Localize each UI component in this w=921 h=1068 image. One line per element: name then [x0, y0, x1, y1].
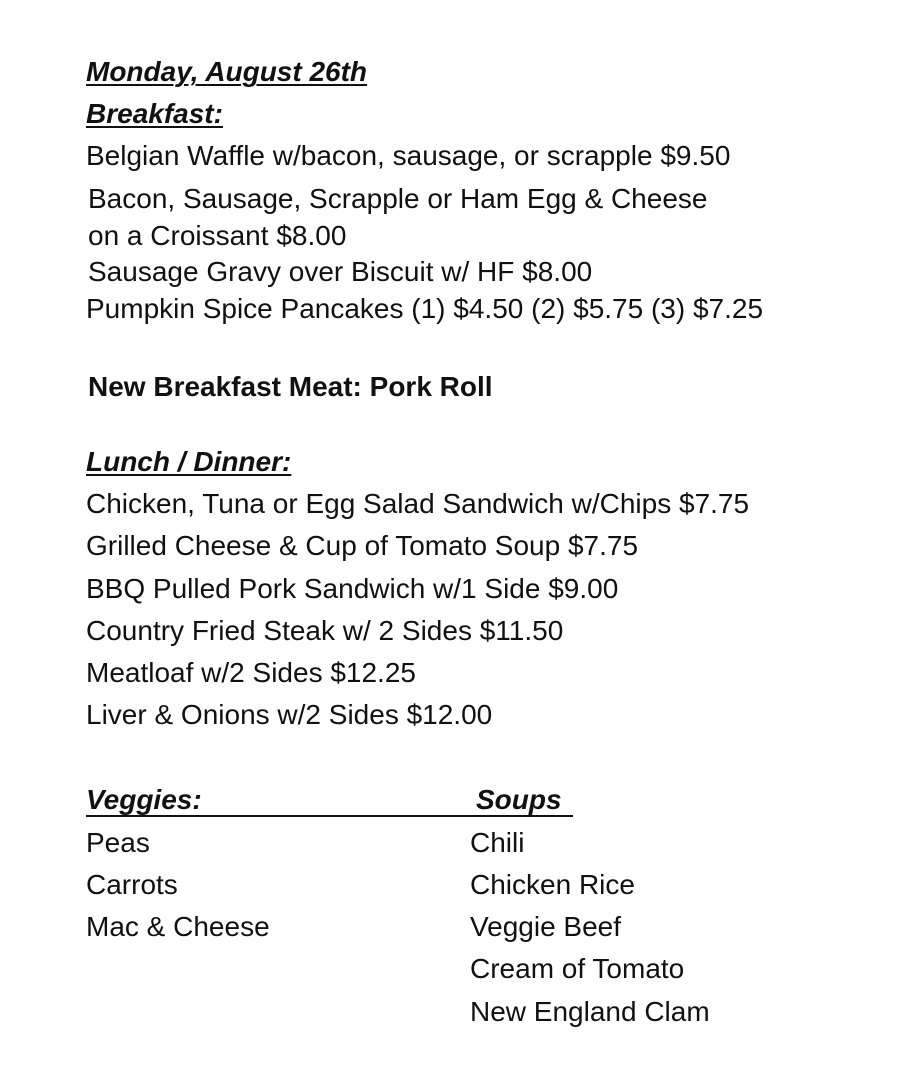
- breakfast-item: Sausage Gravy over Biscuit w/ HF $8.00: [88, 256, 593, 287]
- veggie-item: Peas: [86, 827, 150, 858]
- soup-item: Cream of Tomato: [470, 953, 685, 984]
- soup-item: New England Clam: [470, 996, 710, 1027]
- breakfast-item: Pumpkin Spice Pancakes (1) $4.50 (2) $5.75 (3) $7.25: [86, 293, 764, 324]
- breakfast-note: New Breakfast Meat: Pork Roll: [88, 371, 493, 402]
- soup-item: Chili: [470, 827, 525, 858]
- lunch-item: Liver & Onions w/2 Sides $12.00: [86, 699, 493, 730]
- lunch-item: BBQ Pulled Pork Sandwich w/1 Side $9.00: [86, 573, 619, 604]
- lunch-item: Grilled Cheese & Cup of Tomato Soup $7.75: [86, 530, 639, 561]
- breakfast-item: Bacon, Sausage, Scrapple or Ham Egg & Cheese: [88, 183, 708, 214]
- lunch-item: Country Fried Steak w/ 2 Sides $11.50: [86, 615, 564, 646]
- breakfast-item-continued: on a Croissant $8.00: [88, 220, 347, 251]
- veggie-item: Mac & Cheese: [86, 911, 270, 942]
- soups-heading: Soups: [476, 784, 562, 815]
- lunch-item: Chicken, Tuna or Egg Salad Sandwich w/Chips $7.75: [86, 488, 750, 519]
- soup-item: Veggie Beef: [470, 911, 622, 942]
- veggies-heading: Veggies:: [86, 784, 202, 815]
- veggie-item: Carrots: [86, 869, 178, 900]
- breakfast-heading: Breakfast:: [86, 98, 223, 129]
- breakfast-item: Belgian Waffle w/bacon, sausage, or scrapple $9.50: [86, 140, 731, 171]
- soup-item: Chicken Rice: [470, 869, 635, 900]
- lunch-dinner-heading: Lunch / Dinner:: [86, 446, 292, 477]
- lunch-item: Meatloaf w/2 Sides $12.25: [86, 657, 416, 688]
- menu-date: Monday, August 26th: [86, 56, 368, 87]
